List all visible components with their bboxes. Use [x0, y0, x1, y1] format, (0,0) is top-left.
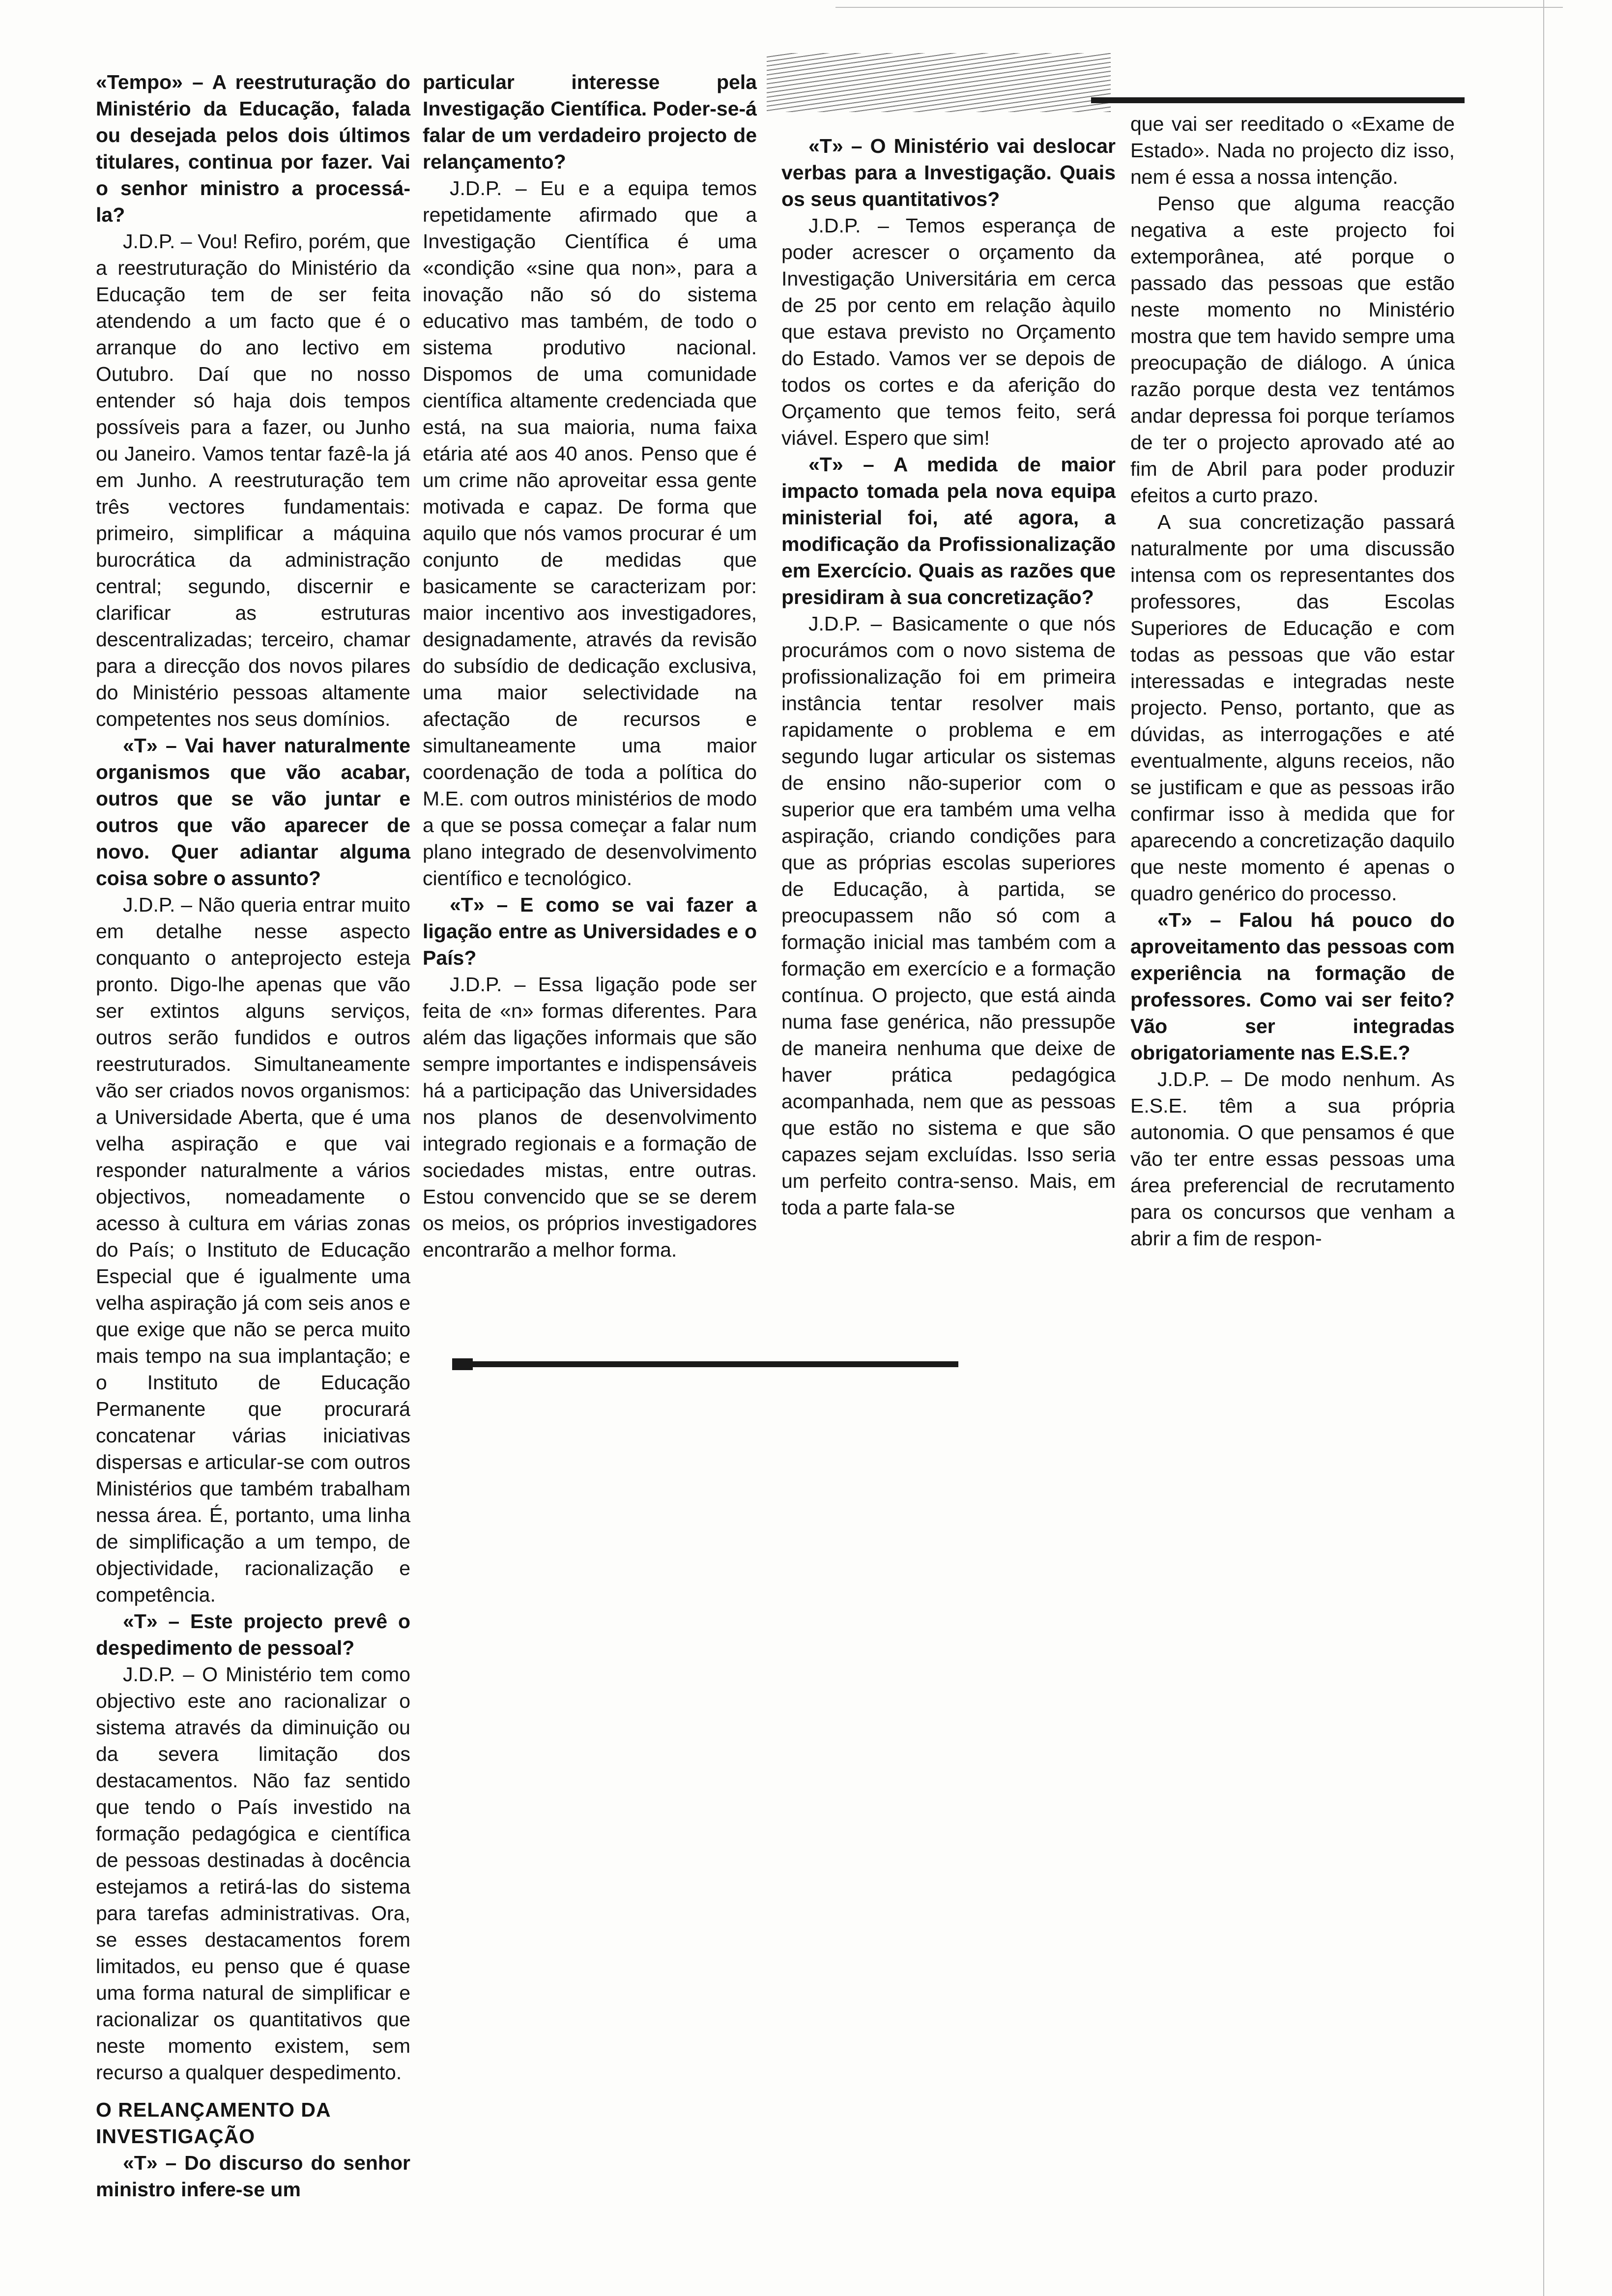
answer-paragraph: Penso que alguma reacção negativa a este projecto foi extemporânea, até porque o passado das pessoas que estão neste momento no Ministério mostra que tem havido sempre uma preocupação de diálogo. A única razão porque desta vez tentámos andar depressa foi porque teríamos de ter o projecto aprovado até ao fim de Abril para poder produzir efeitos a curto prazo.	[1130, 192, 1455, 507]
question-paragraph: «T» – O Ministério vai deslocar verbas para a Investigação. Quais os seus quantitativos?	[781, 135, 1116, 210]
question-paragraph: «T» – Do discurso do senhor ministro infere-se um	[96, 2152, 410, 2201]
column-3	[781, 133, 1116, 1221]
answer-paragraph: J.D.P. – Não queria entrar muito em detalhe nesse aspecto conquanto o anteprojecto esteja pronto. Digo-lhe apenas que vão ser extintos alguns serviços, outros serão fundidos e outros reestruturados. Simultaneamente vão ser criados novos organismos: a Universidade Aberta, que é uma velha aspiração e que vai responder naturalmente a vários objectivos, nomeadamente o acesso à cultura em várias zonas do País; o Instituto de Educação Especial que é igualmente uma velha aspiração já com seis anos e que exige que não se perca muito mais tempo na sua implantação; e o Instituto de Educação Permanente que procurará concatenar várias iniciativas dispersas e articular-se com outros Ministérios que também trabalham nessa área. É, portanto, uma linha de simplificação a um tempo, de objectividade, racionalização e competência.	[96, 893, 410, 1606]
section-heading: O RELANÇAMENTO DA INVESTIGAÇÃO	[96, 2098, 331, 2148]
top-rule	[1091, 97, 1465, 103]
answer-paragraph: J.D.P. – O Ministério tem como objectivo este ano racionalizar o sistema através da diminuição ou da severa limitação dos destacamentos. Não faz sentido que tendo o País investido na formação pedagógica e científica de pessoas destinadas à docência estejamos a retirá-las do sistema para tarefas administrativas. Ora, se esses destacamentos forem limitados, eu penso que é quase uma forma natural de simplificar e racionalizar os quantitativos que neste momento existem, sem recurso a qualquer despedimento.	[96, 1663, 410, 2084]
bottom-rule	[452, 1361, 958, 1367]
answer-paragraph: J.D.P. – Vou! Refiro, porém, que a reestruturação do Ministério da Educação tem de ser feita atendendo a um facto que é o arranque do ano lectivo em Outubro. Daí que no nosso entender só haja dois tempos possíveis para a fazer, ou Junho ou Janeiro. Vamos tentar fazê-la já em Junho. A reestruturação tem três vectores fundamentais: primeiro, simplificar a máquina burocrática da administração central; segundo, discernir e clarificar as estruturas descentralizadas; terceiro, chamar para a direcção dos novos pilares do Ministério pessoas altamente competentes nos seus domínios.	[96, 230, 410, 730]
question-paragraph: «Tempo» – A reestruturação do Ministério da Educação, falada ou desejada pelos dois últimos titulares, continua por fazer. Vai o senhor ministro a processá-la?	[96, 71, 410, 226]
answer-continuation: que vai ser reeditado o «Exame de Estado». Nada no projecto diz isso, nem é essa a nossa intenção.	[1130, 113, 1455, 188]
answer-paragraph: J.D.P. – Temos esperança de poder acrescer o orçamento da Investigação Universitária em cerca de 25 por cento em relação àquilo que estava previsto no Orçamento do Estado. Vamos ver se depois de todos os cortes e da aferição do Orçamento que temos feito, será viável. Espero que sim!	[781, 214, 1116, 449]
question-paragraph: «T» – A medida de maior impacto tomada pela nova equipa ministerial foi, até agora, a modificação da Profissionalização em Exercício. Quais as razões que presidiram à sua concretização?	[781, 453, 1116, 608]
question-paragraph: «T» – Vai haver naturalmente organismos que vão acabar, outros que se vão juntar e outros que vão aparecer de novo. Quer adiantar alguma coisa sobre o assunto?	[96, 734, 410, 890]
answer-paragraph: J.D.P. – Essa ligação pode ser feita de «n» formas diferentes. Para além das ligações informais que são sempre importantes e indispensáveis há a participação das Universidades nos planos de desenvolvimento integrado regionais e a formação de sociedades mistas, entre outras. Estou convencido que se se derem os meios, os próprios investigadores encontrarão a melhor forma.	[423, 973, 757, 1261]
top-scan-line	[835, 7, 1563, 8]
answer-paragraph: A sua concretização passará naturalmente por uma discussão intensa com os representantes dos professores, das Escolas Superiores de Educação e com todas as pessoas que vão estar interessadas e integradas neste projecto. Penso, portanto, que as dúvidas, as interrogações e até eventualmente, alguns receios, não se justificam e que as pessoas irão confirmar isso à medida que for aparecendo a concretização daquilo que neste momento é apenas o quadro genérico do processo.	[1130, 511, 1455, 905]
column-2	[423, 69, 757, 1263]
hatched-ornament	[767, 53, 1111, 112]
answer-paragraph: J.D.P. – De modo nenhum. As E.S.E. têm a sua própria autonomia. O que pensamos é que vão ter entre essas pessoas uma área preferencial de recrutamento para os concursos que venham a abrir a fim de respon-	[1130, 1068, 1455, 1250]
question-paragraph: «T» – E como se vai fazer a ligação entre as Universidades e o País?	[423, 893, 757, 969]
question-paragraph: «T» – Este projecto prevê o despedimento de pessoal?	[96, 1610, 410, 1659]
column-4	[1130, 111, 1455, 1252]
answer-paragraph: J.D.P. – Eu e a equipa temos repetidamente afirmado que a Investigação Científica é uma «condição «sine qua non», para a inovação não só do sistema educativo mas também, de todo o sistema produtivo nacional. Dispomos de uma comunidade científica altamente credenciada que está, na sua maioria, numa faixa etária até aos 40 anos. Penso que é um crime não aproveitar essa gente motivada e capaz. De forma que aquilo que nós vamos procurar é um conjunto de medidas que basicamente se caracterizam por: maior incentivo aos investigadores, designadamente, através da revisão do subsídio de dedicação exclusiva, uma maior selectividade na afectação de recursos e simultaneamente uma maior coordenação de toda a política do M.E. com outros ministérios de modo a que se possa começar a falar num plano integrado de desenvolvimento científico e tecnológico.	[423, 177, 757, 890]
right-scan-edge	[1543, 0, 1544, 2296]
question-paragraph: «T» – Falou há pouco do aproveitamento das pessoas com experiência na formação de professores. Como vai ser feito? Vão ser integradas obrigatoriamente nas E.S.E.?	[1130, 909, 1455, 1064]
column-1	[96, 69, 410, 2203]
question-continuation: particular interesse pela Investigação Científica. Poder-se-á falar de um verdadeiro projecto de relançamento?	[423, 71, 757, 173]
answer-paragraph: J.D.P. – Basicamente o que nós procurámos com o novo sistema de profissionalização foi em primeira instância tentar resolver mais rapidamente o problema e em segundo lugar articular os sistemas de ensino não-superior com o superior que era também uma velha aspiração, criando condições para que as próprias escolas superiores de Educação, à partida, se preocupassem não só com a formação inicial mas também com a formação em exercício e a formação contínua. O projecto, que está ainda numa fase genérica, não pressupõe de maneira nenhuma que deixe de haver prática pedagógica acompanhada, nem que as pessoas que estão no sistema e que são capazes sejam excluídas. Isso seria um perfeito contra-senso. Mais, em toda a parte fala-se	[781, 612, 1116, 1219]
bottom-rule-start	[452, 1358, 473, 1370]
